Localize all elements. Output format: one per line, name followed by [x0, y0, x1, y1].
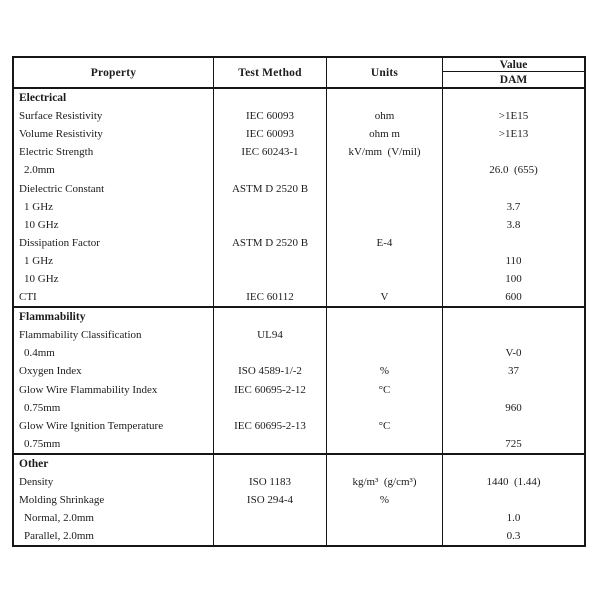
property-cell: Flammability Classification [19, 329, 142, 342]
test-method-cell: IEC 60695-2-13 [213, 417, 326, 435]
test-method-cell [213, 252, 326, 270]
property-cell: Dissipation Factor [19, 236, 100, 249]
header-test-method: Test Method [213, 58, 326, 87]
property-cell: Oxygen Index [19, 365, 82, 378]
value-cell: 1440 (1.44) [442, 473, 584, 491]
property-cell: Dielectric Constant [19, 182, 105, 195]
value-cell: V-0 [442, 344, 584, 362]
test-method-cell [213, 435, 326, 453]
units-cell: E-4 [326, 234, 442, 252]
value-cell [442, 381, 584, 399]
value-cell [442, 326, 584, 344]
value-cell: 3.7 [442, 198, 584, 216]
header-property: Property [90, 66, 137, 79]
header-value: Value [443, 58, 584, 72]
property-cell: Flammability [19, 311, 86, 324]
property-cell: 2.0mm [24, 164, 55, 177]
units-cell: °C [326, 381, 442, 399]
units-cell [326, 509, 442, 527]
table-row [14, 107, 584, 125]
property-cell: Glow Wire Flammability Index [19, 383, 158, 396]
units-cell [326, 270, 442, 288]
header-value-dam: DAM [499, 73, 528, 86]
test-method-cell [213, 161, 326, 179]
property-cell: Volume Resistivity [19, 128, 103, 141]
test-method-cell: UL94 [213, 326, 326, 344]
table-row [14, 216, 584, 234]
table-row [14, 143, 584, 161]
table-body [14, 89, 584, 545]
header-value-group [442, 58, 584, 87]
test-method-cell [213, 399, 326, 417]
property-cell: 0.75mm [24, 401, 61, 414]
test-method-cell: IEC 60695-2-12 [213, 381, 326, 399]
table-row [14, 198, 584, 216]
property-cell: Surface Resistivity [19, 110, 103, 123]
value-cell: 0.3 [442, 527, 584, 545]
units-cell: ohm [326, 107, 442, 125]
properties-table [12, 56, 586, 547]
units-cell [326, 161, 442, 179]
units-cell: % [326, 491, 442, 509]
property-cell: Electrical [19, 92, 67, 105]
table-row [14, 161, 584, 179]
test-method-cell: IEC 60112 [213, 288, 326, 306]
value-cell [442, 234, 584, 252]
units-cell [326, 527, 442, 545]
property-cell: 0.4mm [24, 347, 55, 360]
value-cell: 600 [442, 288, 584, 306]
property-cell: 1 GHz [24, 200, 54, 213]
units-cell [326, 198, 442, 216]
table-row [14, 435, 584, 453]
units-cell [326, 435, 442, 453]
table-row [14, 509, 584, 527]
property-cell: Electric Strength [19, 146, 94, 159]
units-cell: V [326, 288, 442, 306]
units-cell: % [326, 362, 442, 380]
property-cell: Parallel, 2.0mm [24, 530, 94, 543]
table-header-row [14, 58, 584, 89]
property-cell: 0.75mm [24, 437, 61, 450]
table-row [14, 473, 584, 491]
units-cell [326, 344, 442, 362]
table-row [14, 306, 584, 326]
table-row [14, 381, 584, 399]
value-cell: 1.0 [442, 509, 584, 527]
table-row [14, 89, 584, 107]
value-cell: 110 [442, 252, 584, 270]
test-method-cell [213, 270, 326, 288]
units-cell [326, 216, 442, 234]
value-cell [442, 491, 584, 509]
table-row [14, 288, 584, 306]
property-cell: Molding Shrinkage [19, 494, 105, 507]
table-row [14, 453, 584, 473]
value-cell [442, 89, 584, 107]
units-cell [326, 326, 442, 344]
value-cell: 37 [442, 362, 584, 380]
units-cell [326, 252, 442, 270]
units-cell [326, 455, 442, 473]
property-cell: CTI [19, 291, 37, 304]
value-cell: >1E15 [442, 107, 584, 125]
value-cell [442, 143, 584, 161]
units-cell [326, 399, 442, 417]
value-cell: 960 [442, 399, 584, 417]
units-cell: ohm m [326, 125, 442, 143]
test-method-cell [213, 509, 326, 527]
value-cell [442, 179, 584, 197]
table-row [14, 252, 584, 270]
test-method-cell [213, 308, 326, 326]
value-cell: >1E13 [442, 125, 584, 143]
property-cell: Other [19, 457, 49, 470]
test-method-cell: IEC 60093 [213, 107, 326, 125]
units-cell [326, 89, 442, 107]
test-method-cell: IEC 60243-1 [213, 143, 326, 161]
value-cell: 3.8 [442, 216, 584, 234]
table-row [14, 344, 584, 362]
table-row [14, 399, 584, 417]
value-cell [442, 455, 584, 473]
property-cell: Glow Wire Ignition Temperature [19, 419, 164, 432]
property-cell: 10 GHz [24, 218, 59, 231]
property-cell: 1 GHz [24, 254, 54, 267]
table-row [14, 179, 584, 197]
test-method-cell: IEC 60093 [213, 125, 326, 143]
table-row [14, 326, 584, 344]
test-method-cell [213, 89, 326, 107]
table-row [14, 527, 584, 545]
table-row [14, 234, 584, 252]
test-method-cell [213, 198, 326, 216]
test-method-cell [213, 527, 326, 545]
table-row [14, 270, 584, 288]
test-method-cell: ISO 4589-1/-2 [213, 362, 326, 380]
units-cell [326, 179, 442, 197]
header-units: Units [326, 58, 442, 87]
units-cell [326, 308, 442, 326]
units-cell: kg/m³ (g/cm³) [326, 473, 442, 491]
property-cell: Density [19, 476, 54, 489]
property-cell: Normal, 2.0mm [24, 512, 94, 525]
value-cell [442, 308, 584, 326]
units-cell: °C [326, 417, 442, 435]
test-method-cell: ISO 294-4 [213, 491, 326, 509]
test-method-cell [213, 216, 326, 234]
value-cell: 26.0 (655) [442, 161, 584, 179]
table-row [14, 417, 584, 435]
test-method-cell: ASTM D 2520 B [213, 179, 326, 197]
table-row [14, 362, 584, 380]
test-method-cell [213, 455, 326, 473]
value-cell: 725 [442, 435, 584, 453]
property-cell: 10 GHz [24, 272, 59, 285]
test-method-cell: ISO 1183 [213, 473, 326, 491]
test-method-cell: ASTM D 2520 B [213, 234, 326, 252]
table-row [14, 491, 584, 509]
test-method-cell [213, 344, 326, 362]
table-row [14, 125, 584, 143]
value-cell: 100 [442, 270, 584, 288]
value-cell [442, 417, 584, 435]
units-cell: kV/mm (V/mil) [326, 143, 442, 161]
